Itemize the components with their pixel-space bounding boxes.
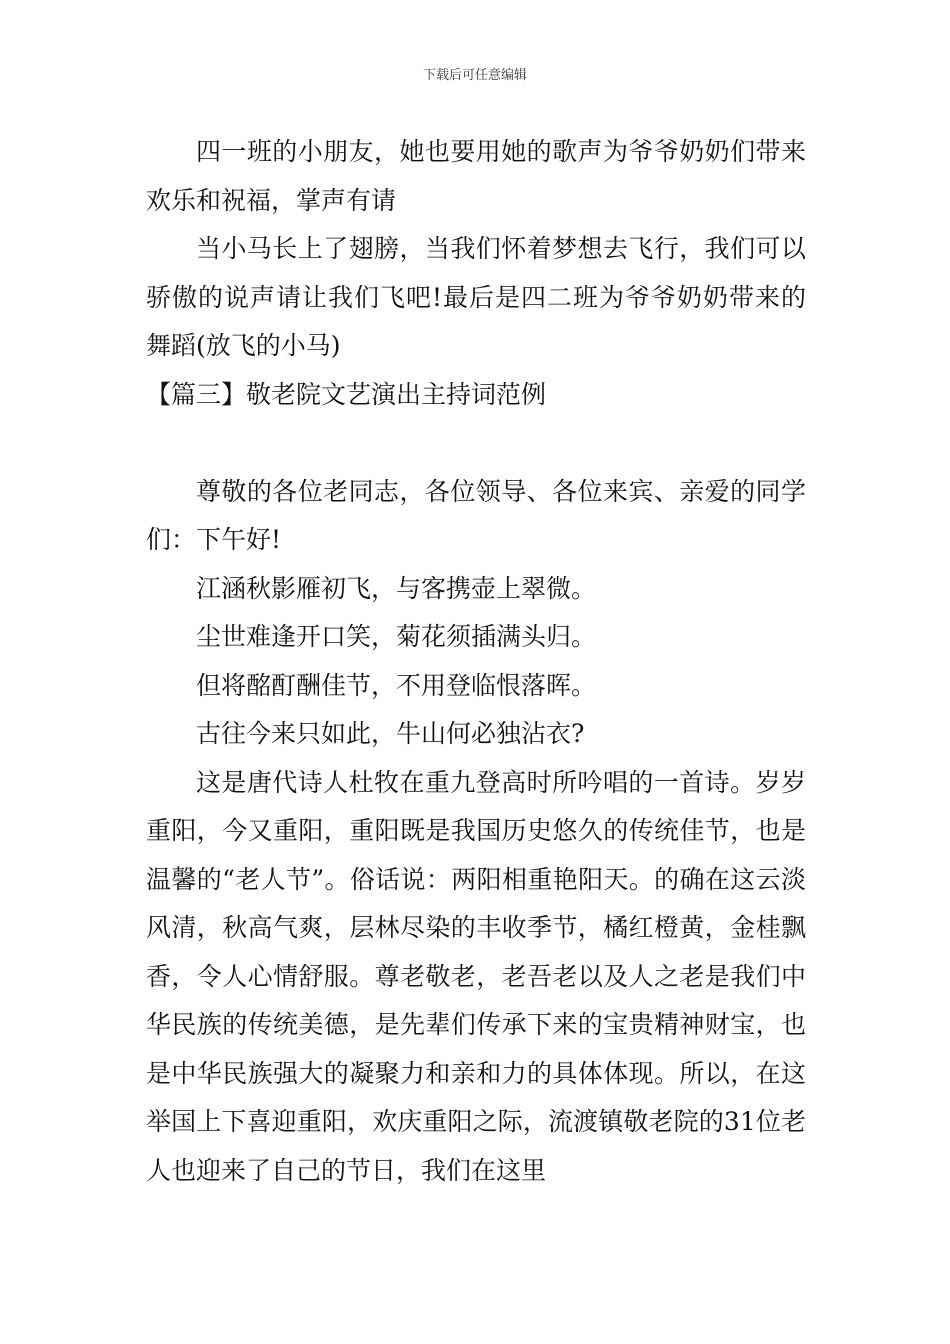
paragraph: 尊敬的各位老同志，各位领导、各位来宾、亲爱的同学们：下午好! <box>146 476 806 554</box>
section-heading: 【篇三】敬老院文艺演出主持词范例 <box>146 379 547 409</box>
poem-line: 古往今来只如此，牛山何必独沾衣? <box>196 719 585 748</box>
document-body <box>146 128 806 1195</box>
page-header-note: 下载后可任意编辑 <box>422 68 527 83</box>
blank-line <box>146 419 806 468</box>
poem-line: 但将酩酊酬佳节，不用登临恨落晖。 <box>196 670 597 700</box>
paragraph: 当小马长上了翅膀，当我们怀着梦想去飞行，我们可以骄傲的说声请让我们飞吧!最后是四二班为爷爷奶奶带来的舞蹈(放飞的小马) <box>146 234 806 360</box>
paragraph: 四一班的小朋友，她也要用她的歌声为爷爷奶奶们带来欢乐和祝福，掌声有请 <box>146 137 806 215</box>
paragraph: 这是唐代诗人杜牧在重九登高时所吟唱的一首诗。岁岁重阳，今又重阳，重阳既是我国历史悠久的传统佳节，也是温馨的“老人节”。俗话说：两阳相重艳阳天。的确在这云淡风清，秋高气爽，层林尽染的丰收季节，橘红橙黄，金桂飘香，令人心情舒服。尊老敬老，老吾老以及人之老是我们中华民族的传统美德，是先辈们传承下来的宝贵精神财宝，也是中华民族强大的凝聚力和亲和力的具体体现。所以，在这举国上下喜迎重阳，欢庆重阳之际，流渡镇敬老院的31位老人也迎来了自己的节日，我们在这里 <box>146 767 806 1185</box>
poem-line: 尘世难逢开口笑，菊花须插满头归。 <box>196 622 597 651</box>
poem-line: 江涵秋影雁初飞，与客携壶上翠微。 <box>196 573 597 603</box>
